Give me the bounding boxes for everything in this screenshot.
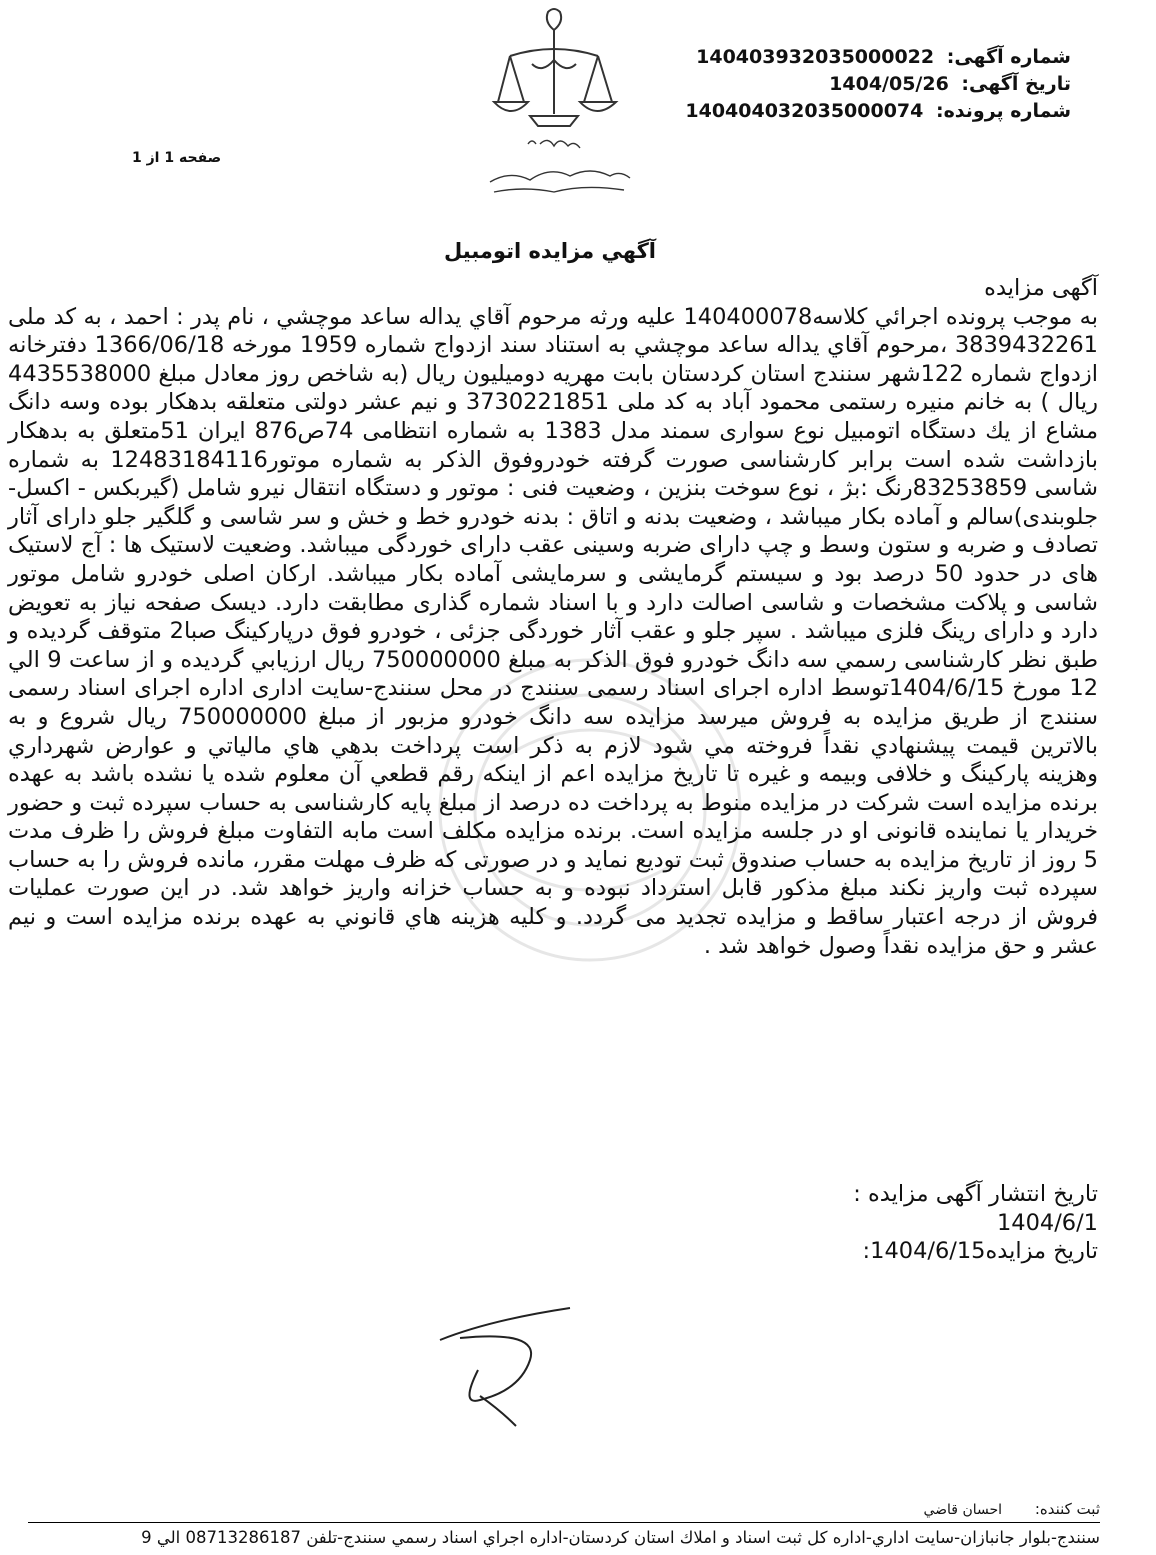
notice-meta [651, 44, 1071, 125]
notice-number-row [651, 44, 1071, 71]
notice-body [8, 274, 1098, 960]
file-number-row [651, 98, 1071, 125]
publish-date-value: 1404/6/1 [996, 1209, 1098, 1236]
signature-icon [420, 1300, 620, 1430]
footer-address: سنندج-بلوار جانبازان-سايت اداري-اداره كل ثبت اسناد و املاك استان كردستان-اداره اجراي اسناد رسمي سنندج-تلفن 08713286187 الي 9 [141, 1528, 1100, 1547]
notice-date-row [651, 71, 1071, 98]
recorder [923, 1500, 1100, 1518]
notice-number: 14040393203500002​2 [696, 46, 935, 68]
publish-date-row [853, 1180, 1098, 1209]
notice-date-label: تاریخ آگهی: [961, 73, 1071, 95]
body-heading: آگهی مزایده [984, 275, 1098, 301]
auction-date-label: تاریخ مزایده [985, 1238, 1098, 1265]
auction-dates [853, 1180, 1098, 1266]
auction-date-row [853, 1237, 1098, 1266]
page-indicator: صفحه 1 از 1 [132, 150, 222, 166]
notice-number-label: شماره آگهی: [946, 46, 1071, 68]
file-number: 14040403203500007​4 [685, 100, 924, 122]
publish-date-value-row [853, 1209, 1098, 1238]
footer-divider [28, 1522, 1100, 1523]
auction-date-value: 1404/6/15: [862, 1238, 986, 1265]
publish-date-label: تاریخ انتشار آگهی مزایده : [853, 1181, 1098, 1207]
page-title: آگهي مزايده اتومبيل [444, 239, 656, 263]
body-paragraph: به موجب پرونده اجرائي كلاسه140400078 عليه ورثه مرحوم آقاي يداله ساعد موچشي ، نام پدر : احمد ، به كد ملی 3839432261 ،مرحوم آقاي يداله ساعد موچشي به استناد سند ازدواج شماره 1959 مورخه 1366/06/18 دفترخانه ازدواج شماره 122شهر سنندج استان كردستان بابت مهريه دوميليون ريال (به شاخص روز معادل مبلغ 4435538000 ريال ) به خانم منيره رستمی محمود آباد به كد ملی 3730221851 و نيم عشر دولتی متعلقه بدهكار بوده وسه دانگ مشاع از يك دستگاه اتومبيل نوع سواری سمند مدل 1383 به شماره انتظامی 74ص876 ايران 51متعلق به بدهكار بازداشت شده است برابر كارشناسی صورت گرفته خودروفوق الذكر به شماره موتور12483184116 به شماره شاسی 83253859رنگ :بژ ، نوع سوخت بنزين ، وضعيت فنی : موتور و دستگاه انتقال نيرو شامل (گيربكس - اكسل- جلوبندی)سالم و آماده بكار ميباشد ، وضعيت بدنه و اتاق : بدنه خودرو خط و خش و سر شاسی و گلگير جلو دارای آثار تصادف و ضربه و ستون وسط و چپ دارای ضربه وسينی عقب دارای خوردگی ميباشد. وضعيت لاستيک ها : آج لاستيک های در حدود 50 درصد بود و سيستم گرمايشی و سرمايشی آماده بكار ميباشد. اركان اصلی خودرو شامل موتور شاسی و پلاكت مشخصات و شاسی اصالت دارد و با اسناد شماره گذاری مطابقت دارد. ديسک صفحه نياز به تعويض دارد و دارای رينگ فلزی ميباشد . سپر جلو و عقب آثار خوردگی جزئی ، خودرو فوق درپاركينگ صبا2 متوقف گرديده و طبق نظر كارشناسی رسمي سه دانگ خودرو فوق الذكر به مبلغ 750000000 ريال ارزيابي گرديده و از ساعت 9 الي 12 مورخ 1404/6/15توسط اداره اجرای اسناد رسمی سنندج در محل سنندج-سايت اداری اداره اجرای اسناد رسمی سنندج از طريق مزايده به فروش ميرسد مزايده سه دانگ خودرو مزبور از مبلغ 750000000 ريال شروع و به بالاترين قيمت پيشنهادي نقداً فروخته مي شود لازم به ذكر است پرداخت بدهي هاي مالياتي و عوارض شهرداري وهزينه پاركينگ و خلافی وبيمه و غيره تا تاريخ مزايده اعم از اينكه رقم قطعي آن معلوم شده يا نشده باشد به عهده برنده مزايده است شركت در مزايده منوط به پرداخت ده درصد از مبلغ پايه كارشناسی به حساب سپرده ثبت و حضور خريدار يا نماينده قانونی او در جلسه مزايده است. برنده مزايده مكلف است مابه التفاوت مبلغ فروش را ظرف مدت 5 روز از تاريخ مزايده به حساب صندوق ثبت توديع نمايد و در صورتی كه ظرف مهلت مقرر، مانده فروش را به حساب سپرده ثبت واريز نكند مبلغ مذكور قابل استرداد نبوده و به حساب خزانه واريز خواهد شد. در اين صورت عمليات فروش از درجه اعتبار ساقط و مزايده تجديد می گردد. و كليه هزينه هاي قانوني به عهده برنده مزايده است و نيم عشر و حق مزايده نقداً وصول خواهد شد . [8, 303, 1099, 959]
recorder-label: ثبت کننده: [1034, 1500, 1100, 1518]
notice-date: 1404/05/26 [829, 73, 949, 95]
file-number-label: شماره پرونده: [935, 100, 1071, 122]
judiciary-emblem-icon [470, 4, 640, 199]
recorder-name: احسان قاضي [923, 1502, 1003, 1518]
